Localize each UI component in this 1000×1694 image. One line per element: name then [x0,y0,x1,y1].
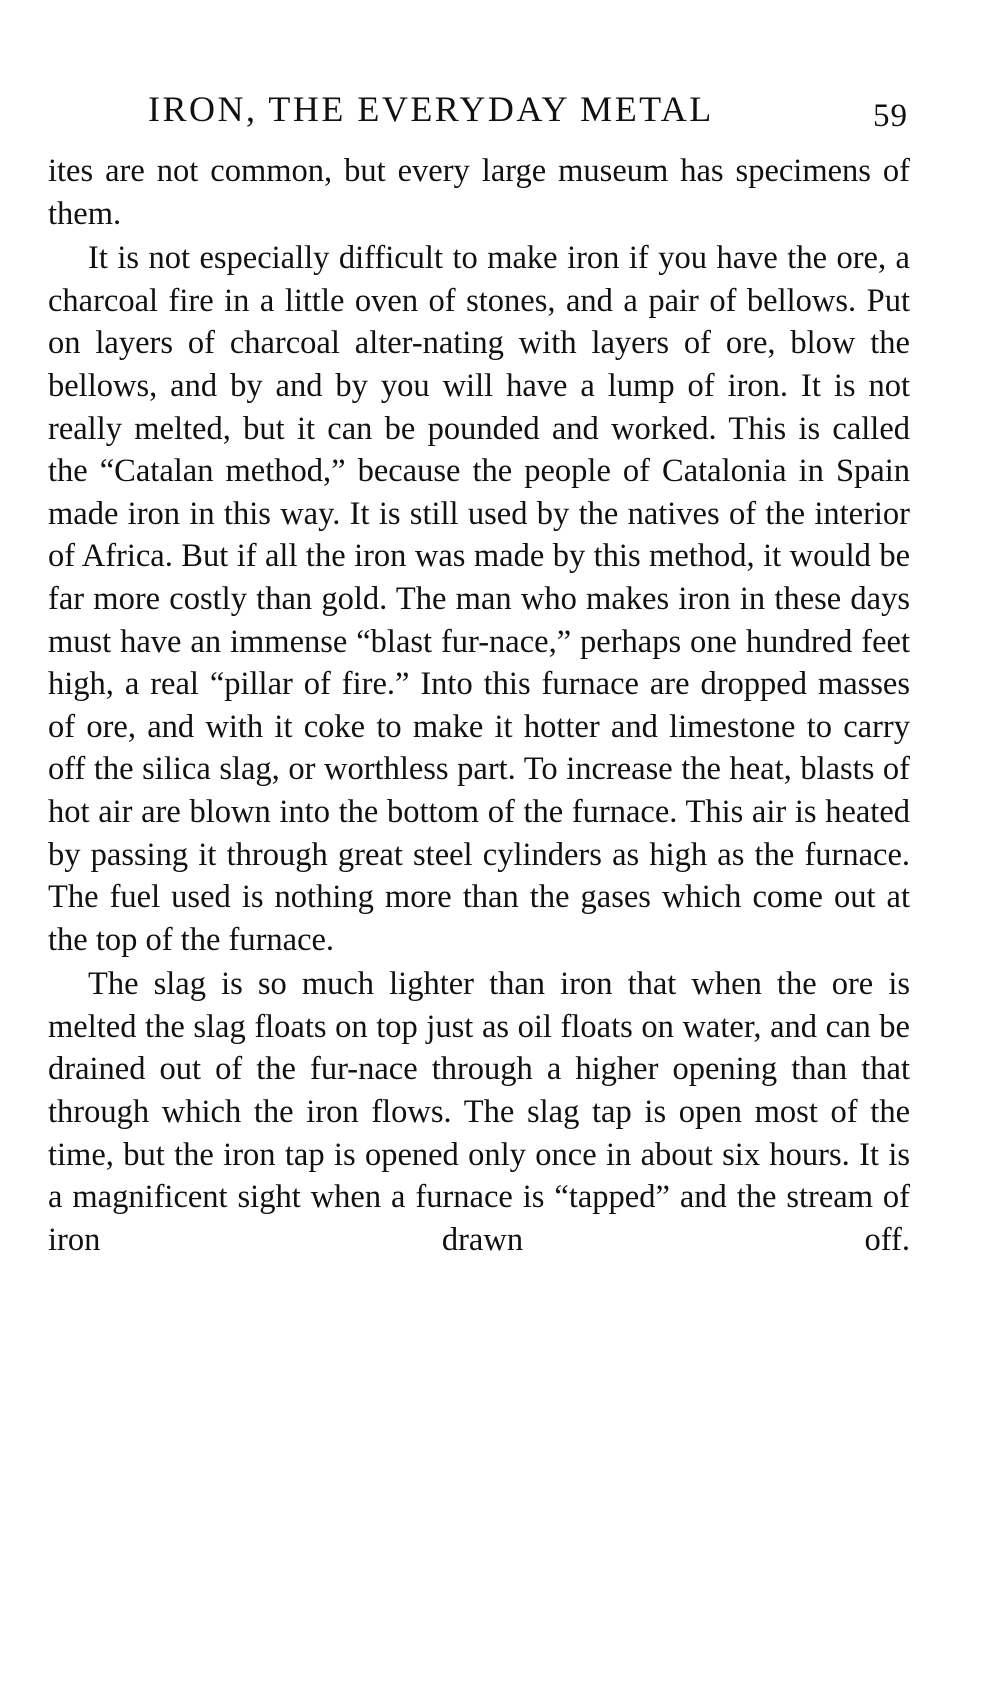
paragraph-slag: The slag is so much lighter than iron that when the ore is melted the slag floats on top just as oil floats on water, and can be drained out of the fur-nace through a higher opening than that through which the iron flows. The slag tap is open most of the time, but the iron tap is opened only once in about six hours. It is a magnificent sight when a furnace is “tapped” and the stream of iron drawn off. [48,966,910,1258]
paragraph-continued: ites are not common, but every large museum has specimens of them. [48,153,910,232]
running-title: IRON, THE EVERYDAY METAL [148,89,714,129]
paragraph-catalan-method: It is not especially difficult to make iron if you have the ore, a charcoal fire in a little oven of stones, and a pair of bellows. Put on layers of charcoal alter-nating with layers of ore, blow the bellows, and by and by you will have a lump of iron. It is not really melted, but it can be pounded and worked. This is called the “Catalan method,” because the people of Catalonia in Spain made iron in this way. It is still used by the natives of the interior of Africa. But if all the iron was made by this method, it would be far more costly than gold. The man who makes iron in these days must have an immense “blast fur-nace,” perhaps one hundred feet high, a real “pillar of fire.” Into this furnace are dropped masses of ore, and with it coke to make it hotter and limestone to carry off the silica slag, or worthless part. To increase the heat, blasts of hot air are blown into the bottom of the furnace. This air is heated by passing it through great steel cylinders as high as the furnace. The fuel used is nothing more than the gases which come out at the top of the furnace. [48,240,910,958]
running-head [148,88,908,136]
page-number: 59 [873,98,908,134]
body-text [48,150,910,1261]
